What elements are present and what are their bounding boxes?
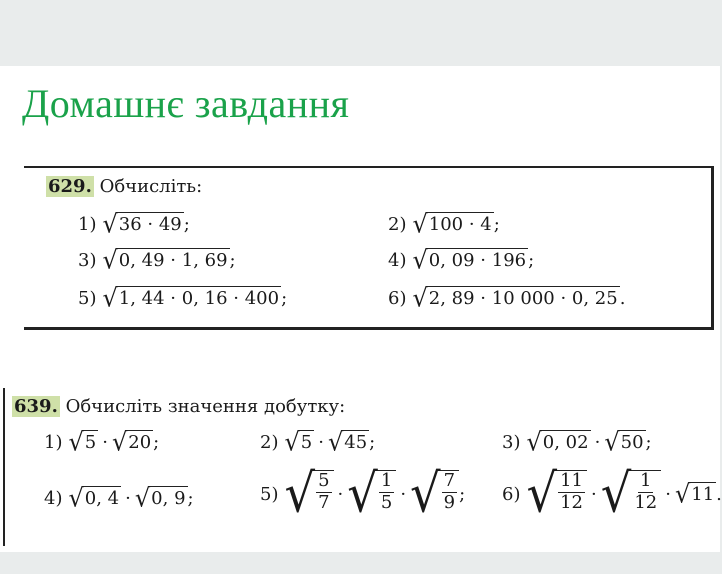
exercise-629-item-2: 2) √ 100 · 4 ; — [388, 209, 500, 239]
exercise-629-item-5: 5) √ 1, 44 · 0, 16 · 400 ; — [78, 283, 288, 313]
exercise-639-item-3: 3) √ 0, 02 · √ 50 ; — [502, 427, 652, 457]
square-root: √ 5 — [68, 427, 97, 457]
square-root: √ 36 · 49 — [102, 209, 182, 239]
square-root: √ 0, 02 — [526, 427, 589, 457]
exercise-639-heading — [12, 396, 345, 417]
exercise-629-item-1: 1) √ 36 · 49 ; — [78, 209, 190, 239]
square-root-fraction: √ $\frac{5}{7}$ — [284, 470, 333, 518]
square-root-fraction: √ $\frac{11}{12}$ — [526, 470, 587, 518]
square-root: √ 0, 4 — [68, 483, 120, 513]
exercise-639-item-5: 5) √ $\frac{5}{7}$ · √ $\frac{1}{5}$ · √ $\frac{7}{9}$ ; — [260, 463, 466, 525]
square-root: √ 0, 09 · 196 — [412, 245, 527, 275]
square-root: √ 0, 9 — [134, 483, 186, 513]
exercise-639-item-4: 4) √ 0, 4 · √ 0, 9 ; — [44, 483, 194, 513]
exercise-number: 639. — [14, 396, 58, 417]
exercise-639-item-2: 2) √ 5 · √ 45 ; — [260, 427, 376, 457]
square-root: √ 20 — [111, 427, 152, 457]
square-root: √ 45 — [327, 427, 368, 457]
exercise-629-item-6: 6) √ 2, 89 · 10 000 · 0, 25 . — [388, 283, 626, 313]
exercise-639-item-1: 1) √ 5 · √ 20 ; — [44, 427, 160, 457]
exercise-629-item-4: 4) √ 0, 09 · 196 ; — [388, 245, 535, 275]
square-root-fraction: √ $\frac{1}{5}$ — [347, 470, 396, 518]
square-root: √ 100 · 4 — [412, 209, 492, 239]
exercise-instruction: Обчисліть: — [99, 176, 203, 197]
square-root: √ 1, 44 · 0, 16 · 400 — [102, 283, 280, 313]
exercise-number: 629. — [48, 176, 92, 197]
square-root: √ 11 — [674, 479, 715, 509]
square-root: √ 0, 49 · 1, 69 — [102, 245, 228, 275]
exercise-629-item-3: 3) √ 0, 49 · 1, 69 ; — [78, 245, 236, 275]
exercise-instruction: Обчисліть значення добутку: — [65, 396, 346, 417]
square-root: √ 5 — [284, 427, 313, 457]
exercise-629-heading — [46, 176, 202, 197]
square-root: √ 2, 89 · 10 000 · 0, 25 — [412, 283, 618, 313]
square-root: √ 50 — [604, 427, 644, 457]
square-root-fraction: √ $\frac{7}{9}$ — [410, 470, 459, 518]
square-root-fraction: √ $\frac{1}{12}$ — [601, 470, 662, 518]
page-title: Домашнє завдання — [22, 81, 350, 126]
exercise-639-item-6: 6) √ $\frac{11}{12}$ · √ $\frac{1}{12}$ · √ 11 . — [502, 463, 722, 525]
